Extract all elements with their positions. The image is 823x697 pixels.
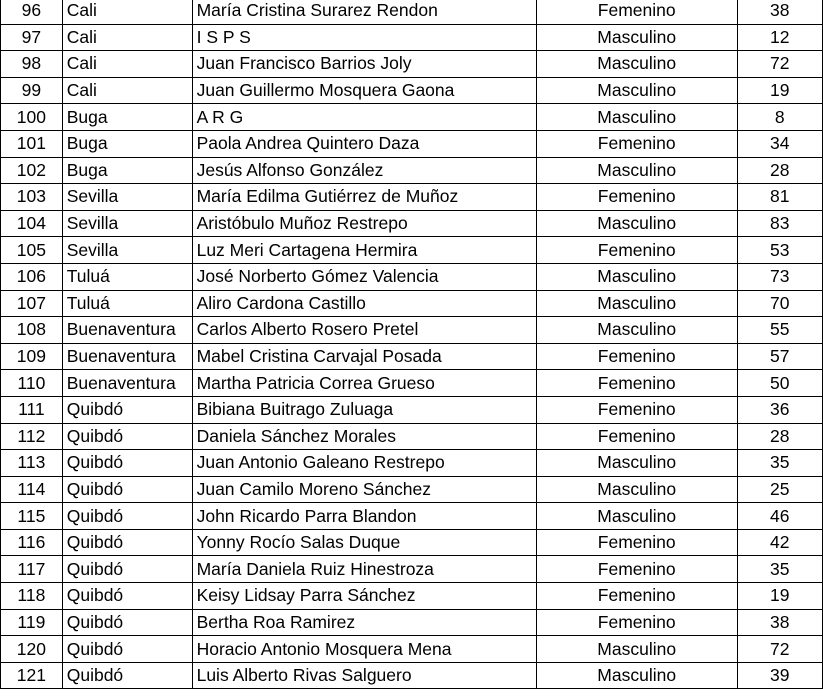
- person-name-cell: Bibiana Buitrago Zuluaga: [192, 396, 536, 423]
- city-cell: Quibdó: [62, 609, 192, 636]
- row-number-cell: 98: [1, 51, 63, 78]
- row-number-cell: 99: [1, 77, 63, 104]
- age-cell: 73: [737, 263, 822, 290]
- sex-cell: Femenino: [536, 343, 737, 370]
- city-cell: Buga: [62, 130, 192, 157]
- age-cell: 72: [737, 51, 822, 78]
- sex-cell: Femenino: [536, 423, 737, 450]
- city-cell: Buenaventura: [62, 343, 192, 370]
- sex-cell: Masculino: [536, 24, 737, 51]
- table-row: [1, 503, 823, 530]
- table-row: [1, 24, 823, 51]
- row-number-cell: 120: [1, 636, 63, 663]
- city-cell: Quibdó: [62, 583, 192, 610]
- city-cell: Quibdó: [62, 423, 192, 450]
- age-cell: 35: [737, 556, 822, 583]
- age-cell: 28: [737, 423, 822, 450]
- sex-cell: Masculino: [536, 317, 737, 344]
- row-number-cell: 115: [1, 503, 63, 530]
- sex-cell: Femenino: [536, 0, 737, 24]
- row-number-cell: 97: [1, 24, 63, 51]
- row-number-cell: 102: [1, 157, 63, 184]
- person-name-cell: Martha Patricia Correa Grueso: [192, 370, 536, 397]
- table-row: [1, 237, 823, 264]
- person-name-cell: Mabel Cristina Carvajal Posada: [192, 343, 536, 370]
- table-row: [1, 157, 823, 184]
- city-cell: Tuluá: [62, 290, 192, 317]
- row-number-cell: 114: [1, 476, 63, 503]
- age-cell: 83: [737, 210, 822, 237]
- sex-cell: Masculino: [536, 662, 737, 689]
- city-cell: Quibdó: [62, 529, 192, 556]
- city-cell: Cali: [62, 0, 192, 24]
- table-row: [1, 370, 823, 397]
- row-number-cell: 104: [1, 210, 63, 237]
- table-row: [1, 450, 823, 477]
- sex-cell: Masculino: [536, 290, 737, 317]
- city-cell: Quibdó: [62, 396, 192, 423]
- table-row: [1, 263, 823, 290]
- city-cell: Buenaventura: [62, 370, 192, 397]
- person-name-cell: José Norberto Gómez Valencia: [192, 263, 536, 290]
- row-number-cell: 108: [1, 317, 63, 344]
- age-cell: 39: [737, 662, 822, 689]
- city-cell: Quibdó: [62, 556, 192, 583]
- row-number-cell: 106: [1, 263, 63, 290]
- sex-cell: Femenino: [536, 130, 737, 157]
- table-row: [1, 343, 823, 370]
- sex-cell: Masculino: [536, 263, 737, 290]
- person-name-cell: Aliro Cardona Castillo: [192, 290, 536, 317]
- city-cell: Buga: [62, 104, 192, 131]
- age-cell: 53: [737, 237, 822, 264]
- age-cell: 50: [737, 370, 822, 397]
- table-row: [1, 184, 823, 211]
- city-cell: Cali: [62, 77, 192, 104]
- table-row: [1, 423, 823, 450]
- person-name-cell: A R G: [192, 104, 536, 131]
- table-row: [1, 609, 823, 636]
- age-cell: 38: [737, 609, 822, 636]
- table-row: [1, 396, 823, 423]
- age-cell: 8: [737, 104, 822, 131]
- row-number-cell: 112: [1, 423, 63, 450]
- table-row: [1, 51, 823, 78]
- age-cell: 42: [737, 529, 822, 556]
- row-number-cell: 107: [1, 290, 63, 317]
- table-row: [1, 77, 823, 104]
- table-row: [1, 583, 823, 610]
- row-number-cell: 116: [1, 529, 63, 556]
- table-row: [1, 104, 823, 131]
- city-cell: Sevilla: [62, 237, 192, 264]
- person-name-cell: Juan Camilo Moreno Sánchez: [192, 476, 536, 503]
- table-row: [1, 636, 823, 663]
- person-name-cell: María Cristina Surarez Rendon: [192, 0, 536, 24]
- row-number-cell: 110: [1, 370, 63, 397]
- row-number-cell: 103: [1, 184, 63, 211]
- table-row: [1, 130, 823, 157]
- table-row: [1, 290, 823, 317]
- city-cell: Cali: [62, 24, 192, 51]
- sex-cell: Femenino: [536, 396, 737, 423]
- row-number-cell: 105: [1, 237, 63, 264]
- sex-cell: Femenino: [536, 609, 737, 636]
- sex-cell: Masculino: [536, 210, 737, 237]
- age-cell: 81: [737, 184, 822, 211]
- person-name-cell: Carlos Alberto Rosero Pretel: [192, 317, 536, 344]
- city-cell: Sevilla: [62, 210, 192, 237]
- age-cell: 72: [737, 636, 822, 663]
- age-cell: 35: [737, 450, 822, 477]
- table-body: [1, 0, 823, 689]
- age-cell: 46: [737, 503, 822, 530]
- person-name-cell: Luis Alberto Rivas Salguero: [192, 662, 536, 689]
- sex-cell: Masculino: [536, 503, 737, 530]
- person-name-cell: Bertha Roa Ramirez: [192, 609, 536, 636]
- row-number-cell: 121: [1, 662, 63, 689]
- age-cell: 19: [737, 77, 822, 104]
- table-row: [1, 210, 823, 237]
- row-number-cell: 117: [1, 556, 63, 583]
- age-cell: 70: [737, 290, 822, 317]
- person-name-cell: Jesús Alfonso González: [192, 157, 536, 184]
- table-row: [1, 476, 823, 503]
- city-cell: Quibdó: [62, 662, 192, 689]
- table-row: [1, 317, 823, 344]
- person-name-cell: Horacio Antonio Mosquera Mena: [192, 636, 536, 663]
- table-row: [1, 0, 823, 24]
- sex-cell: Masculino: [536, 104, 737, 131]
- city-cell: Buga: [62, 157, 192, 184]
- person-name-cell: Keisy Lidsay Parra Sánchez: [192, 583, 536, 610]
- row-number-cell: 113: [1, 450, 63, 477]
- age-cell: 38: [737, 0, 822, 24]
- age-cell: 36: [737, 396, 822, 423]
- sex-cell: Femenino: [536, 583, 737, 610]
- sex-cell: Masculino: [536, 636, 737, 663]
- row-number-cell: 119: [1, 609, 63, 636]
- age-cell: 19: [737, 583, 822, 610]
- sex-cell: Masculino: [536, 77, 737, 104]
- sex-cell: Femenino: [536, 237, 737, 264]
- city-cell: Quibdó: [62, 476, 192, 503]
- city-cell: Quibdó: [62, 636, 192, 663]
- sex-cell: Masculino: [536, 51, 737, 78]
- row-number-cell: 100: [1, 104, 63, 131]
- age-cell: 55: [737, 317, 822, 344]
- sex-cell: Femenino: [536, 529, 737, 556]
- city-cell: Sevilla: [62, 184, 192, 211]
- person-name-cell: I S P S: [192, 24, 536, 51]
- sex-cell: Femenino: [536, 370, 737, 397]
- person-name-cell: María Daniela Ruiz Hinestroza: [192, 556, 536, 583]
- sex-cell: Femenino: [536, 556, 737, 583]
- sex-cell: Masculino: [536, 450, 737, 477]
- city-cell: Quibdó: [62, 503, 192, 530]
- row-number-cell: 101: [1, 130, 63, 157]
- person-name-cell: Juan Francisco Barrios Joly: [192, 51, 536, 78]
- city-cell: Cali: [62, 51, 192, 78]
- sex-cell: Masculino: [536, 157, 737, 184]
- row-number-cell: 111: [1, 396, 63, 423]
- person-name-cell: John Ricardo Parra Blandon: [192, 503, 536, 530]
- table-row: [1, 662, 823, 689]
- row-number-cell: 96: [1, 0, 63, 24]
- person-name-cell: Daniela Sánchez Morales: [192, 423, 536, 450]
- person-name-cell: Paola Andrea Quintero Daza: [192, 130, 536, 157]
- city-cell: Quibdó: [62, 450, 192, 477]
- person-name-cell: María Edilma Gutiérrez de Muñoz: [192, 184, 536, 211]
- table-row: [1, 556, 823, 583]
- row-number-cell: 118: [1, 583, 63, 610]
- row-number-cell: 109: [1, 343, 63, 370]
- person-name-cell: Yonny Rocío Salas Duque: [192, 529, 536, 556]
- person-name-cell: Juan Antonio Galeano Restrepo: [192, 450, 536, 477]
- sex-cell: Femenino: [536, 184, 737, 211]
- person-name-cell: Luz Meri Cartagena Hermira: [192, 237, 536, 264]
- age-cell: 12: [737, 24, 822, 51]
- person-name-cell: Aristóbulo Muñoz Restrepo: [192, 210, 536, 237]
- age-cell: 34: [737, 130, 822, 157]
- city-cell: Tuluá: [62, 263, 192, 290]
- table-row: [1, 529, 823, 556]
- sex-cell: Masculino: [536, 476, 737, 503]
- person-name-cell: Juan Guillermo Mosquera Gaona: [192, 77, 536, 104]
- age-cell: 25: [737, 476, 822, 503]
- age-cell: 28: [737, 157, 822, 184]
- age-cell: 57: [737, 343, 822, 370]
- city-cell: Buenaventura: [62, 317, 192, 344]
